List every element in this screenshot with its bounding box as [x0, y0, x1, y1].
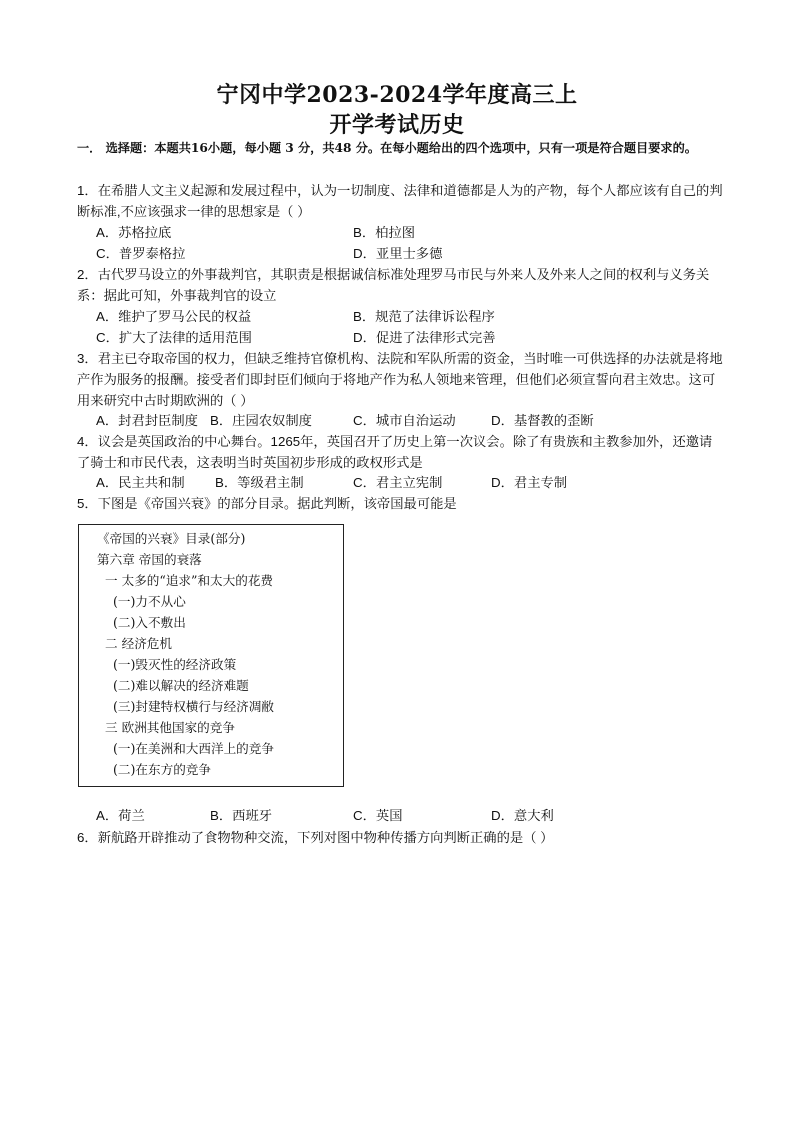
question-5-option-a: A．荷兰 — [96, 808, 145, 823]
question-5-option-b: B．西班牙 — [210, 808, 273, 823]
question-1-option-a: A．苏格拉底 — [96, 225, 172, 240]
question-1-stem: 1．在希腊人文主义起源和发展过程中，认为一切制度、法律和道德都是人为的产物，每个人都应该有自己的判断标准,不应该强求一律的思想家是（ ） — [77, 183, 723, 219]
question-1-option-b: B．柏拉图 — [353, 225, 416, 240]
question-1-option-d: D．亚里士多德 — [353, 246, 443, 261]
question-3-option-c: C．城市自治运动 — [353, 413, 456, 428]
question-2-option-c: C．扩大了法律的适用范围 — [96, 330, 252, 345]
question-5-option-d: D．意大利 — [491, 808, 554, 823]
toc-line: 一 太多的“追求”和太大的花费 — [105, 573, 274, 588]
section-instruction: 一． 选择题：本题共16小题，每小题 3 分，共48 分。在每小题给出的四个选项中，只有一项是符合题目要求的。 — [77, 141, 697, 155]
question-3-option-a: A．封君封臣制度 — [96, 413, 198, 428]
question-2-stem: 2．古代罗马设立的外事裁判官，其职责是根据诚信标准处理罗马市民与外来人及外来人之间的权利与义务关系：据此可知，外事裁判官的设立 — [77, 267, 710, 303]
toc-line: 三 欧洲其他国家的竞争 — [105, 720, 235, 735]
toc-line: (一)在美洲和大西洋上的竞争 — [113, 741, 274, 756]
question-3-stem: 3．君主已夺取帝国的权力，但缺乏维持官僚机构、法院和军队所需的资金，当时唯一可供选择的办法就是将地产作为服务的报酬。接受者们即封臣们倾向于将地产作为私人领地来管理，但他们必须宣誓向君主效忠。这可用来研究中古时期欧洲的（ ） — [77, 351, 723, 408]
toc-chapter: 第六章 帝国的衰落 — [97, 552, 202, 567]
question-4-option-a: A．民主共和制 — [96, 475, 185, 490]
toc-line: (二)入不敷出 — [113, 615, 186, 630]
exam-title-line1: 宁冈中学2023-2024学年度高三上 — [216, 82, 578, 108]
question-5-option-c: C．英国 — [353, 808, 403, 823]
question-2-option-b: B．规范了法律诉讼程序 — [353, 309, 495, 324]
exam-title-line2: 开学考试历史 — [329, 112, 465, 138]
question-3-option-d: D．基督教的歪断 — [491, 413, 594, 428]
toc-line: (一)毁灭性的经济政策 — [113, 657, 237, 672]
toc-line: 二 经济危机 — [105, 636, 172, 651]
toc-heading: 《帝国的兴衰》目录(部分) — [97, 531, 246, 546]
toc-line: (二)在东方的竞争 — [113, 762, 211, 777]
toc-line: (三)封建特权横行与经济凋敝 — [113, 699, 274, 714]
question-4-option-b: B．等级君主制 — [215, 475, 304, 490]
question-4-stem: 4．议会是英国政治的中心舞台。1265年，英国召开了历史上第一次议会。除了有贵族和主教参加外，还邀请了骑士和市民代表，这表明当时英国初步形成的政权形式是 — [77, 434, 713, 470]
question-1-option-c: C．普罗泰格拉 — [96, 246, 186, 261]
question-6-stem: 6．新航路开辟推动了食物物种交流，下列对图中物种传播方向判断正确的是（ ） — [77, 830, 554, 845]
toc-figure-box — [78, 524, 344, 787]
question-3-option-b: B．庄园农奴制度 — [210, 413, 312, 428]
question-2-option-d: D．促进了法律形式完善 — [353, 330, 496, 345]
question-5-stem: 5．下图是《帝国兴衰》的部分目录。据此判断，该帝国最可能是 — [77, 496, 457, 511]
question-2-option-a: A．维护了罗马公民的权益 — [96, 309, 252, 324]
question-4-option-d: D．君主专制 — [491, 475, 568, 490]
question-4-option-c: C．君主立宪制 — [353, 475, 443, 490]
toc-line: (一)力不从心 — [113, 594, 186, 609]
toc-line: (二)难以解决的经济难题 — [113, 678, 249, 693]
